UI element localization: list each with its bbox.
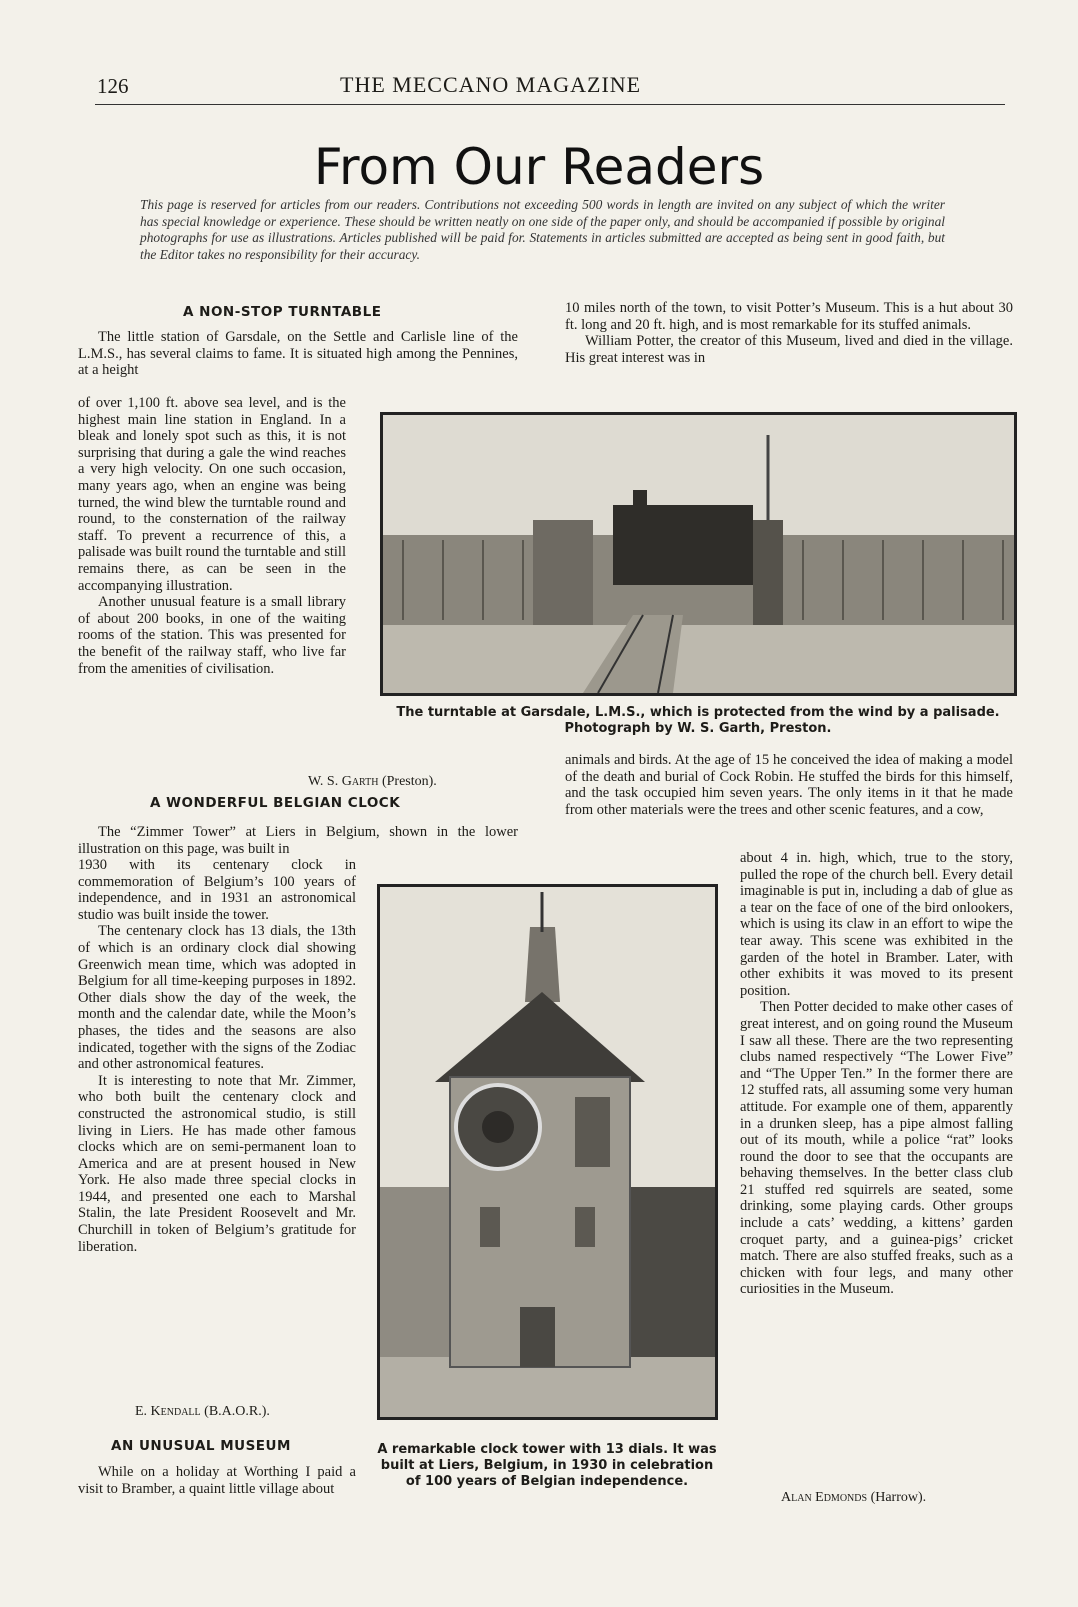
turntable-para2: Another unusual feature is a small library of about 200 books, in one of the waiting rooms of the station. This was presented for the benefit of the railway staff, who live far from the amenities of civilisation. <box>78 594 346 677</box>
magazine-title: THE MECCANO MAGAZINE <box>340 72 642 97</box>
clock-tower-illustration <box>380 887 715 1417</box>
turntable-photo <box>380 412 1017 696</box>
turntable-para1-start: The little station of Garsdale, on the Settle and Carlisle line of the L.M.S., has several claims to fame. It is situated high among the Pennines, at a height <box>78 329 518 379</box>
museum-author: Alan Edmonds <box>781 1490 868 1505</box>
museum-para2-cont: animals and birds. At the age of 15 he conceived the idea of making a model of the death and burial of Cock Robin. He stuffed the birds for this himself, and the task occupied him seven years. The only items in it that he made from other materials were the trees and other scenic features, and a cow, <box>565 752 1013 818</box>
clock-tower-photo <box>377 884 718 1420</box>
museum-author-place: (Harrow). <box>870 1490 927 1505</box>
museum-para2-cont2: about 4 in. high, which, true to the story, pulled the rope of the church bell. Every detail imaginable is put in, including a dab of glue as a tear on the face of one of the bird onlookers, which is using its claw in an effort to wipe the tear away. This scene was exhibited in the garden of the hotel in Bramber. Later, with other exhibits it was moved to its present position. <box>740 850 1013 999</box>
museum-column-right-narrow <box>740 850 1013 1298</box>
museum-signature <box>781 1490 926 1506</box>
turntable-column-narrow <box>78 395 346 677</box>
museum-column-left <box>78 1464 356 1497</box>
turntable-heading: A NON-STOP TURNTABLE <box>183 304 382 320</box>
museum-column-right-top <box>565 300 1013 366</box>
turntable-illustration <box>383 415 1014 693</box>
turntable-column-top <box>78 329 518 379</box>
museum-para2: William Potter, the creator of this Museum, lived and died in the village. His great interest was in <box>565 333 1013 366</box>
clock-para3: It is interesting to note that Mr. Zimmer, who both built the centenary clock and constructed the astronomical studio, is still living in Liers. He has made other famous clocks which are on semi-permanent loan to America and are at present housed in New York. He also made three special clocks in 1944, and presented one each to Marshal Stalin, the late President Roosevelt and Mr. Churchill in token of Belgium’s gratitude for liberation. <box>78 1072 356 1255</box>
clock-para2: The centenary clock has 13 dials, the 13th of which is an ordinary clock dial showing Greenwich mean time, which was adopted in Belgium for all time-keeping purposes in 1892. Other dials show the day of the week, the month and the calendar date, while the Moon’s phases, the tides and the seasons are also indicated, together with the signs of the Zodiac and other astronomical features. <box>78 923 356 1073</box>
turntable-author-place: (Preston). <box>381 774 437 789</box>
clock-author-place: (B.A.O.R.). <box>204 1404 270 1419</box>
turntable-signature <box>308 774 437 790</box>
clock-column-top <box>78 824 518 857</box>
clock-heading: A WONDERFUL BELGIAN CLOCK <box>150 795 401 811</box>
museum-para1-cont: 10 miles north of the town, to visit Potter’s Museum. This is a hut about 30 ft. long and 20 ft. high, and is most remarkable for its stuffed animals. <box>565 300 1013 333</box>
turntable-para1-rest: of over 1,100 ft. above sea level, and is the highest main line station in England. In a bleak and lonely spot such as this, it is not surprising that during a gale the wind reaches a very high velocity. On one such occasion, many years ago, when an engine was being turned, the wind blew the turntable round and round, to the consternation of the railway staff. To prevent a recurrence of this, a palisade was built round the turntable and still remains there, as can be seen in the accompanying illustration. <box>78 395 346 594</box>
turntable-caption: The turntable at Garsdale, L.M.S., which is protected from the wind by a palisade. Photograph by W. S. Garth, Preston. <box>396 705 1000 736</box>
museum-para1: While on a holiday at Worthing I paid a visit to Bramber, a quaint little village about <box>78 1464 356 1497</box>
clock-para1-start: The “Zimmer Tower” at Liers in Belgium, shown in the lower illustration on this page, was built in <box>78 824 518 857</box>
clock-column-narrow <box>78 857 356 1255</box>
museum-heading: AN UNUSUAL MUSEUM <box>111 1438 291 1454</box>
turntable-author: W. S. Garth <box>308 774 379 789</box>
museum-para3: Then Potter decided to make other cases of great interest, and on going round the Museum I saw all these. There are the two representing clubs named respectively “The Lower Five” and “The Upper Ten.” In the former there are 12 stuffed rats, all assuming some very human attitude. For example one of them, apparently in a drunken sleep, has a pipe almost falling out of its mouth, while a police “rat” looks round the door to see that the occupants are behaving themselves. In the better class club 21 stuffed red squirrels are seated, some drinking, some playing cards. Other groups include a cats’ wedding, a kittens’ garden croquet party, and a guinea-pigs’ cricket match. There are also stuffed freaks, such as a chicken with four legs, and many other curiosities in the Museum. <box>740 999 1013 1298</box>
museum-column-right-mid <box>565 752 1013 818</box>
clock-caption: A remarkable clock tower with 13 dials. It was built at Liers, Belgium, in 1930 in celebration of 100 years of Belgian independence. <box>377 1442 717 1489</box>
clock-author: E. Kendall <box>135 1404 201 1419</box>
clock-para1-rest: 1930 with its centenary clock in commemoration of Belgium’s 100 years of independence, and in 1931 an astronomical studio was built inside the tower. <box>78 857 356 923</box>
clock-signature <box>135 1404 270 1420</box>
page-title: From Our Readers <box>313 138 765 196</box>
page-number: 126 <box>97 74 129 98</box>
intro-text: This page is reserved for articles from our readers. Contributions not exceeding 500 words in length are invited on any subject of which the writer has special knowledge or experience. These should be written neatly on one side of the paper only, and should be accompanied if possible by original photographs for use as illustrations. Articles published will be paid for. Statements in articles submitted are accepted as being sent in good faith, but the Editor takes no responsibility for their accuracy. <box>140 197 945 262</box>
header-rule <box>95 104 1005 105</box>
